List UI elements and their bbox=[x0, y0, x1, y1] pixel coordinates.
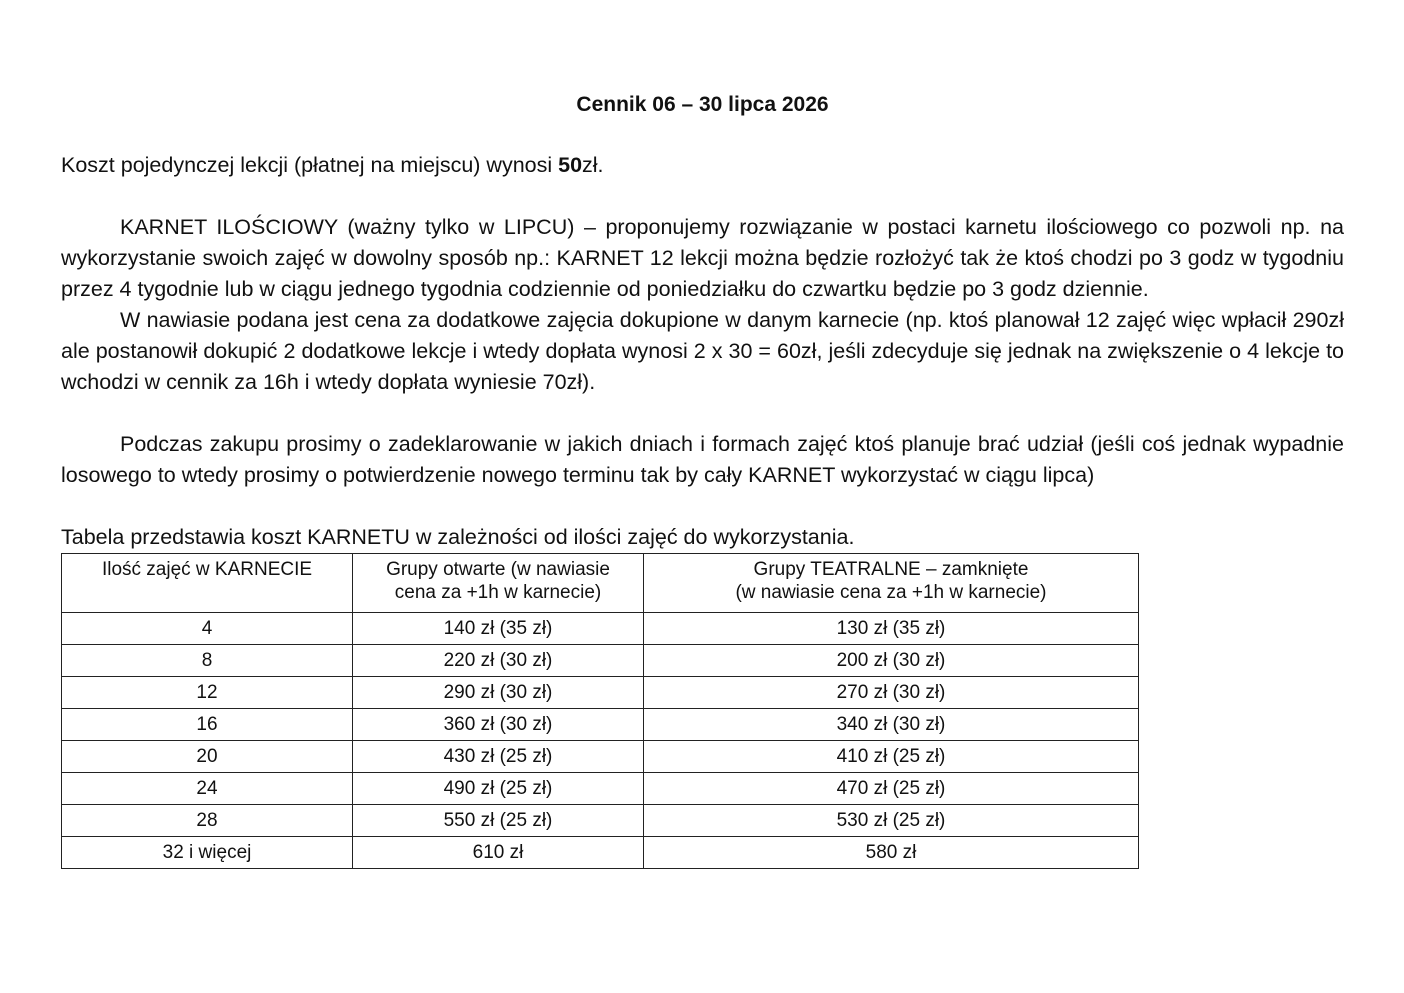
table-header-row bbox=[62, 554, 1139, 613]
header-theatre-groups-line2: (w nawiasie cena za +1h w karnecie) bbox=[735, 582, 1047, 603]
open-groups-price-cell: 360 zł (30 zł) bbox=[353, 709, 644, 741]
table-row bbox=[62, 613, 1139, 645]
lesson-count-cell: 4 bbox=[62, 613, 353, 645]
lesson-count-cell: 12 bbox=[62, 677, 353, 709]
single-lesson-currency: zł. bbox=[582, 153, 604, 177]
table-row bbox=[62, 677, 1139, 709]
header-theatre-groups-line1: Grupy TEATRALNE – zamknięte bbox=[753, 559, 1029, 580]
document-page bbox=[61, 90, 1344, 869]
open-groups-price-cell: 490 zł (25 zł) bbox=[353, 773, 644, 805]
header-open-groups bbox=[353, 554, 644, 613]
lesson-count-cell: 8 bbox=[62, 645, 353, 677]
header-open-groups-line1: Grupy otwarte (w nawiasie bbox=[386, 559, 610, 580]
theatre-groups-price-cell: 580 zł bbox=[644, 837, 1139, 869]
lesson-count-cell: 20 bbox=[62, 741, 353, 773]
single-lesson-amount: 50 bbox=[558, 153, 583, 177]
purchase-info-paragraph: Podczas zakupu prosimy o zadeklarowanie w jakich dniach i formach zajęć ktoś planuje brać udział (jeśli coś jednak wypadnie losowego to wtedy prosimy o potwierdzenie nowego terminu tak by cały KARNET wykorzystać w ciągu lipca) bbox=[61, 432, 1344, 487]
open-groups-price-cell: 430 zł (25 zł) bbox=[353, 741, 644, 773]
theatre-groups-price-cell: 340 zł (30 zł) bbox=[644, 709, 1139, 741]
open-groups-price-cell: 550 zł (25 zł) bbox=[353, 805, 644, 837]
open-groups-price-cell: 140 zł (35 zł) bbox=[353, 613, 644, 645]
open-groups-price-cell: 610 zł bbox=[353, 837, 644, 869]
lesson-count-cell: 32 i więcej bbox=[62, 837, 353, 869]
single-lesson-text: Koszt pojedynczej lekcji (płatnej na miejscu) wynosi bbox=[61, 153, 559, 177]
open-groups-price-cell: 220 zł (30 zł) bbox=[353, 645, 644, 677]
theatre-groups-price-cell: 530 zł (25 zł) bbox=[644, 805, 1139, 837]
header-theatre-groups bbox=[644, 554, 1139, 613]
lesson-count-cell: 24 bbox=[62, 773, 353, 805]
header-lesson-count-line1: Ilość zajęć w KARNECIE bbox=[101, 559, 313, 580]
table-caption: Tabela przedstawia koszt KARNETU w zależności od ilości zajęć do wykorzystania. bbox=[61, 525, 855, 549]
open-groups-price-cell: 290 zł (30 zł) bbox=[353, 677, 644, 709]
theatre-groups-price-cell: 130 zł (35 zł) bbox=[644, 613, 1139, 645]
price-table bbox=[61, 553, 1139, 869]
table-row bbox=[62, 773, 1139, 805]
table-row bbox=[62, 805, 1139, 837]
table-row bbox=[62, 709, 1139, 741]
table-row bbox=[62, 645, 1139, 677]
theatre-groups-price-cell: 470 zł (25 zł) bbox=[644, 773, 1139, 805]
header-open-groups-line2: cena za +1h w karnecie) bbox=[394, 582, 602, 603]
theatre-groups-price-cell: 410 zł (25 zł) bbox=[644, 741, 1139, 773]
header-lesson-count bbox=[62, 554, 353, 613]
extra-lessons-paragraph: W nawiasie podana jest cena za dodatkowe zajęcia dokupione w danym karnecie (np. ktoś planował 12 zajęć więc wpłacił 290zł ale postanowił dokupić 2 dodatkowe lekcje i wtedy dopłata wynosi 2 x 30 = 60zł, jeśli zdecyduje się jednak na zwiększenie o 4 lekcje to wchodzi w cennik za 16h i wtedy dopłata wyniesie 70zł). bbox=[61, 308, 1344, 394]
table-row bbox=[62, 837, 1139, 869]
theatre-groups-price-cell: 200 zł (30 zł) bbox=[644, 645, 1139, 677]
lesson-count-cell: 28 bbox=[62, 805, 353, 837]
single-lesson-paragraph bbox=[61, 150, 1344, 181]
theatre-groups-price-cell: 270 zł (30 zł) bbox=[644, 677, 1139, 709]
lesson-count-cell: 16 bbox=[62, 709, 353, 741]
karnet-description-paragraph: KARNET ILOŚCIOWY (ważny tylko w LIPCU) – proponujemy rozwiązanie w postaci karnetu ilościowego co pozwoli np. na wykorzystanie swoich zajęć w dowolny sposób np.: KARNET 12 lekcji można będzie rozłożyć tak że ktoś chodzi po 3 godz w tygodniu przez 4 tygodnie lub w ciągu jednego tygodnia codziennie od poniedziałku do czwartku będzie po 3 godz dziennie. bbox=[61, 215, 1344, 301]
page-title: Cennik 06 – 30 lipca 2026 bbox=[576, 93, 829, 116]
table-row bbox=[62, 741, 1139, 773]
